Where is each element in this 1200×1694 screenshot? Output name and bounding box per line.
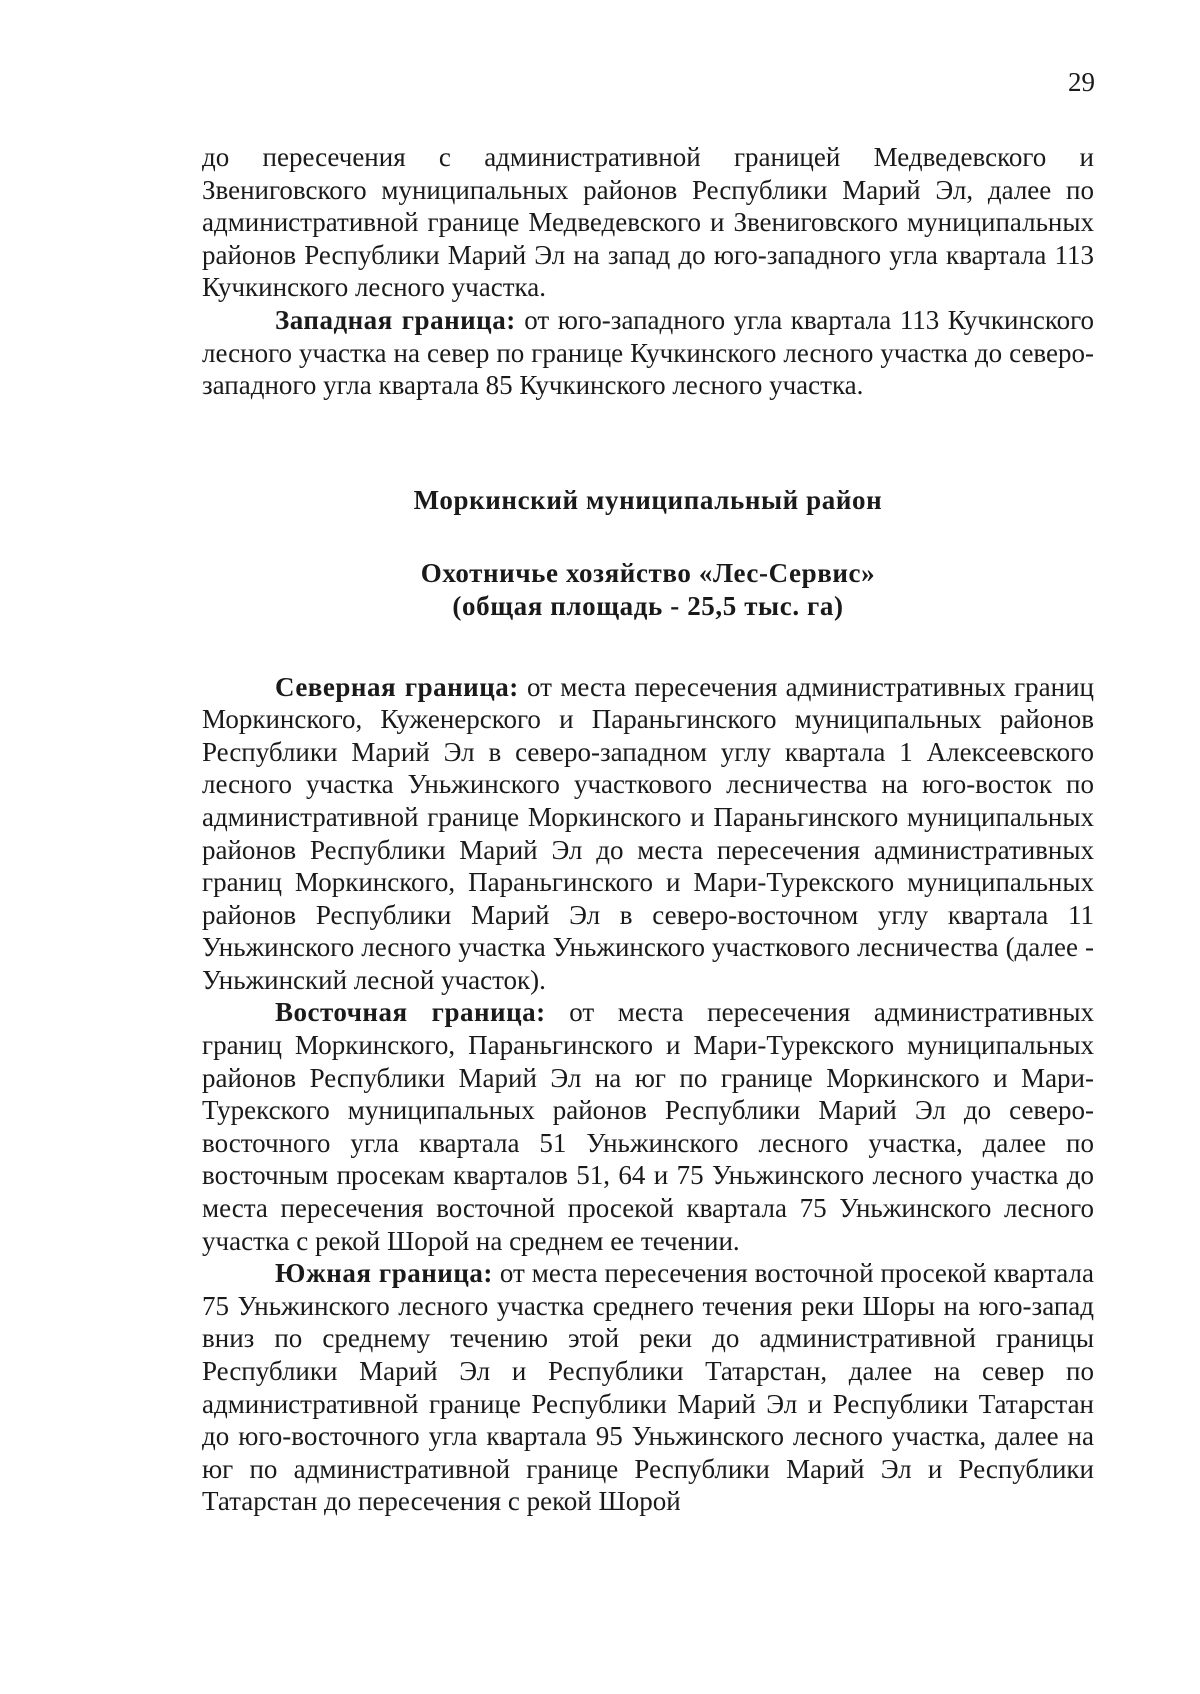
north-border-text: от места пересечения административных границ Моркинского, Куженерского и Параньгинского муниципальных районов Республики Марий Эл в северо-западном углу квартала 1 Алексеевского лесного участка Уньжинского участкового лесничества на юго-восток по административной границе Моркинского и Параньгинского муниципальных районов Республики Марий Эл до места пересечения административных границ Моркинского, Параньгинского и Мари-Турекского муниципальных районов Республики Марий Эл в северо-восточном углу квартала 11 Уньжинского лесного участка Уньжинского участкового лесничества (далее - Уньжинский лесной участок). — [202, 671, 1094, 995]
north-border-paragraph — [202, 671, 1094, 997]
page-number: 29 — [1068, 67, 1095, 97]
farm-heading-title: Охотничье хозяйство «Лес-Сервис» — [420, 558, 876, 589]
west-border-paragraph — [202, 304, 1094, 402]
document-body — [202, 141, 1094, 1518]
west-border-text: от юго-западного угла квартала 113 Кучкинского лесного участка на север по границе Кучкинского лесного участка до северо-западного угла квартала 85 Кучкинского лесного участка. — [202, 304, 1094, 401]
north-border-label: Северная граница: — [275, 671, 519, 702]
west-border-label: Западная граница: — [275, 304, 516, 335]
heading-spacer — [202, 516, 1094, 557]
continuation-paragraph: до пересечения с административной границей Медведевского и Звениговского муниципальных районов Республики Марий Эл, далее по административной границе Медведевского и Звениговского муниципальных районов Республики Марий Эл на запад до юго-западного угла квартала 113 Кучкинского лесного участка. — [202, 142, 1094, 303]
south-border-label: Южная граница: — [275, 1258, 493, 1289]
east-border-label: Восточная граница: — [275, 997, 546, 1028]
south-border-text: от места пересечения восточной просекой квартала 75 Уньжинского лесного участка среднего течения реки Шоры на юго-запад вниз по среднему течению этой реки до административной границы Республики Марий Эл и Республики Татарстан, далее на север по административной границе Республики Марий Эл и Республики Татарстан до юго-восточного угла квартала 95 Уньжинского лесного участка, далее на юг по административной границе Республики Марий Эл и Республики Татарстан до пересечения с рекой Шорой — [202, 1258, 1094, 1517]
farm-heading-area: (общая площадь - 25,5 тыс. га) — [452, 590, 844, 621]
east-border-text: от места пересечения административных границ Моркинского, Параньгинского и Мари-Турекского муниципальных районов Республики Марий Эл на юг по границе Моркинского и Мари-Турекского муниципальных районов Республики Марий Эл до северо-восточного угла квартала 51 Уньжинского лесного участка, далее по восточным просекам кварталов 51, 64 и 75 Уньжинского лесного участка до места пересечения восточной просекой квартала 75 Уньжинского лесного участка с рекой Шорой на среднем ее течении. — [202, 997, 1094, 1256]
section-spacer — [202, 402, 1094, 484]
district-heading: Моркинский муниципальный район — [413, 484, 883, 515]
subheading-spacer — [202, 623, 1094, 671]
south-border-paragraph — [202, 1257, 1094, 1518]
east-border-paragraph — [202, 996, 1094, 1257]
